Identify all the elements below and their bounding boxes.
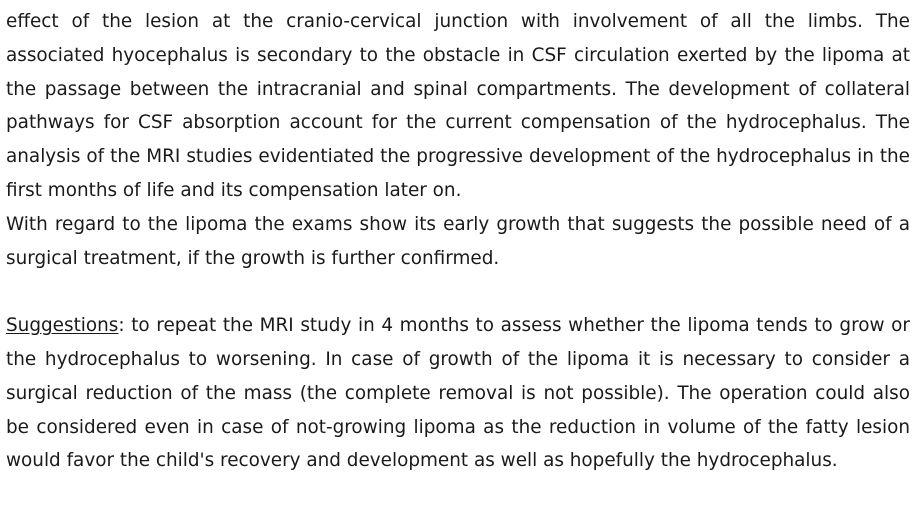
paragraph-lipoma: With regard to the lipoma the exams show its early growth that suggests the possible need of a surgical treatment, if the growth is further confirmed. bbox=[6, 213, 910, 269]
paragraph-suggestions bbox=[6, 309, 910, 478]
paragraph-findings: effect of the lesion at the cranio-cervical junction with involvement of all the limbs. The associated hyocephalus is secondary to the obstacle in CSF circulation exerted by the lipoma at the passage between the intracranial and spinal compartments. The development of collateral pathways for CSF absorption account for the current compensation of the hydrocephalus. The analysis of the MRI studies evidentiated the progressive development of the hydrocephalus in the first months of life and its compensation later on. bbox=[6, 11, 910, 201]
suggestions-heading: Suggestions bbox=[6, 315, 119, 337]
document-body bbox=[6, 5, 910, 478]
paragraph-spacer bbox=[6, 275, 910, 309]
suggestions-text: : to repeat the MRI study in 4 months to assess whether the lipoma tends to grow or the hydrocephalus to worsening. In case of growth of the lipoma it is necessary to consider a surgical reduction of the mass (the complete removal is not possible). The operation could also be considered even in case of not-growing lipoma as the reduction in volume of the fatty lesion would favor the child's recovery and development as well as hopefully the hydrocephalus. bbox=[6, 315, 910, 472]
